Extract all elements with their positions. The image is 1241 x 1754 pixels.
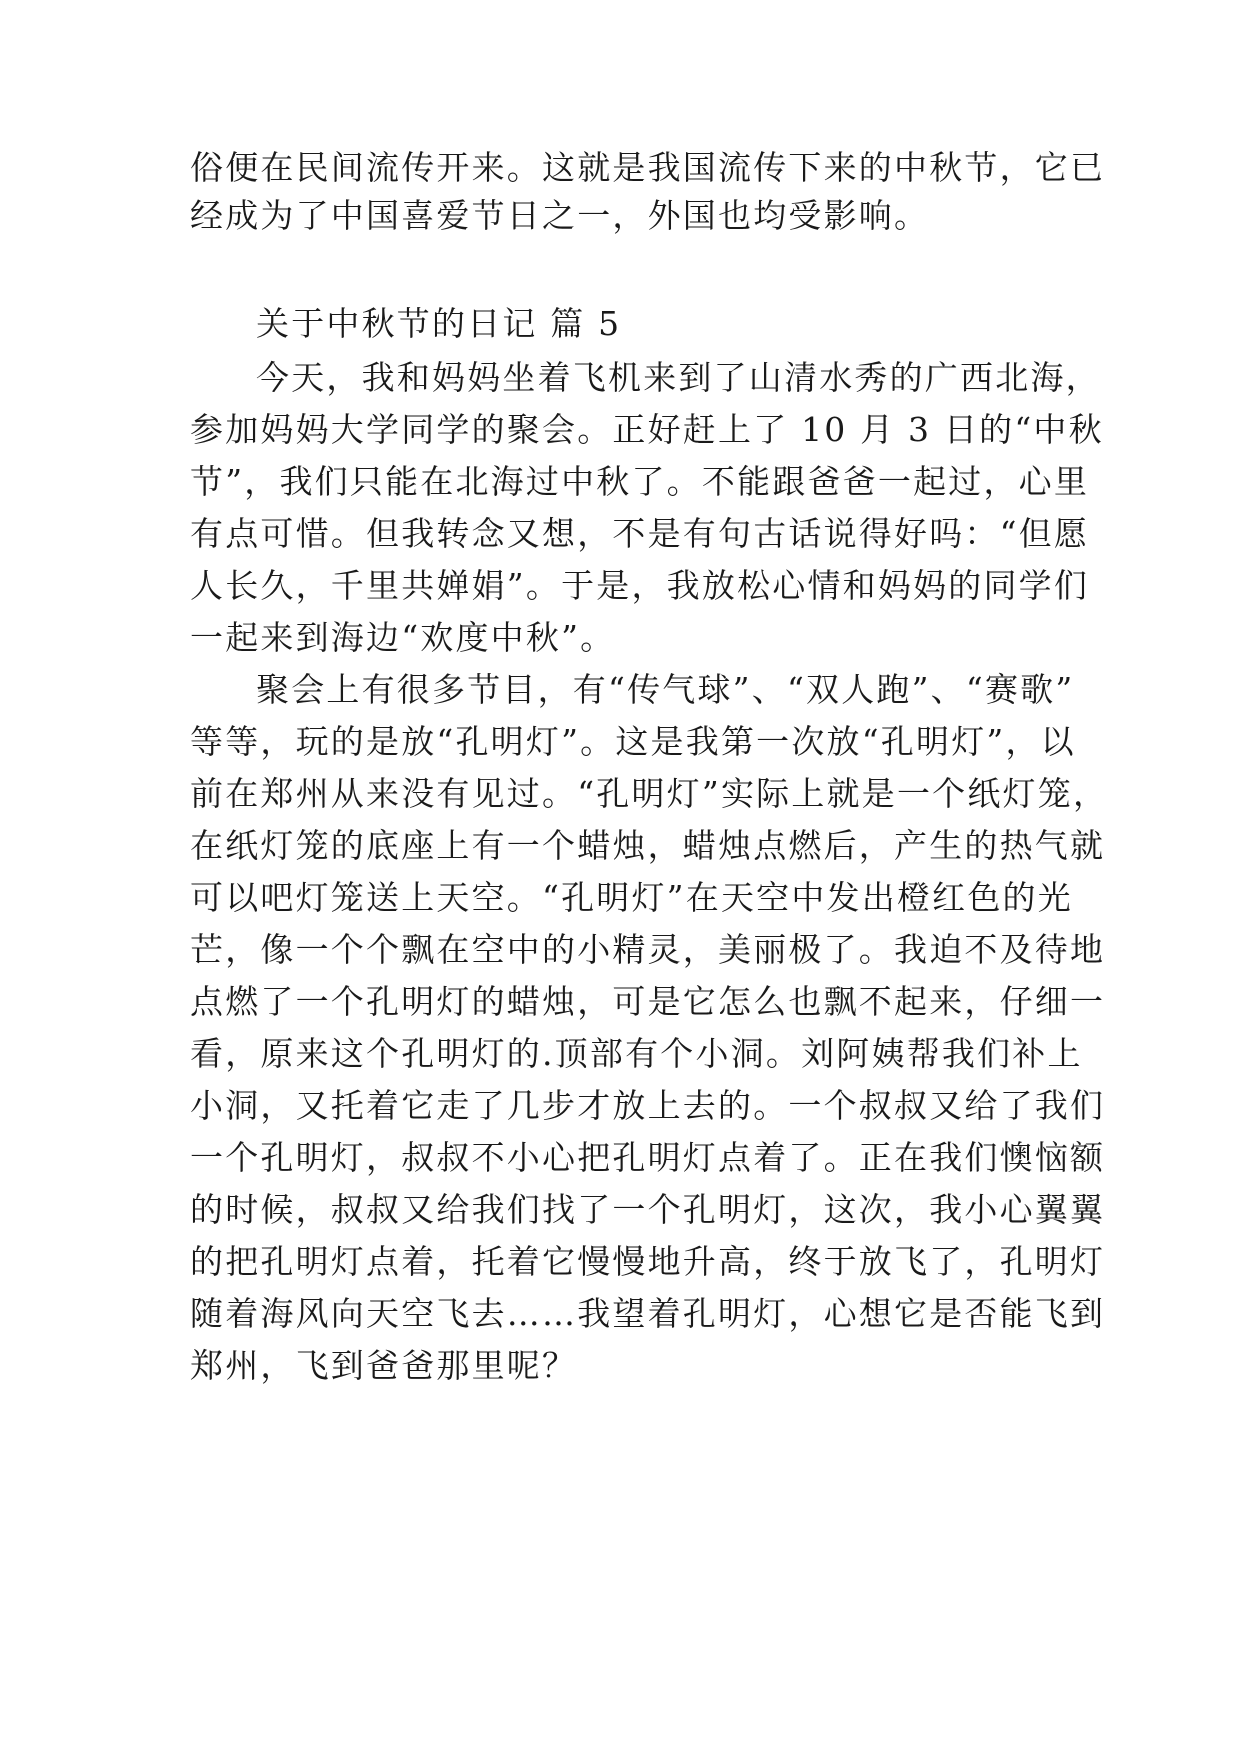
paragraph-1-line-5: 人长久，千里共婵娟”。于是，我放松心情和妈妈的同学们 (190, 566, 1090, 605)
paragraph-2-line-13: 随着海风向天空飞去……我望着孔明灯，心想它是否能飞到 (190, 1294, 1106, 1333)
paragraph-2-line-11: 的时候，叔叔又给我们找了一个孔明灯，这次，我小心翼翼 (190, 1190, 1106, 1229)
paragraph-1-line-3: 节”，我们只能在北海过中秋了。不能跟爸爸一起过，心里 (190, 462, 1090, 501)
paragraph-2-line-10: 一个孔明灯，叔叔不小心把孔明灯点着了。正在我们懊恼额 (190, 1138, 1106, 1177)
paragraph-1-line-4: 有点可惜。但我转念又想，不是有句古话说得好吗：“但愿 (190, 514, 1090, 553)
carryover-line-2: 经成为了中国喜爱节日之一，外国也均受影响。 (190, 196, 930, 235)
section-heading: 关于中秋节的日记 篇 5 (256, 304, 622, 343)
paragraph-2-line-1: 聚会上有很多节目，有“传气球”、“双人跑”、“赛歌” (256, 670, 1075, 709)
paragraph-2-line-5: 可以吧灯笼送上天空。“孔明灯”在天空中发出橙红色的光 (190, 878, 1073, 917)
paragraph-2-line-8: 看，原来这个孔明灯的.顶部有个小洞。刘阿姨帮我们补上 (190, 1034, 1083, 1073)
paragraph-2-line-14: 郑州，飞到爸爸那里呢？ (190, 1346, 578, 1385)
paragraph-2-line-6: 芒，像一个个飘在空中的小精灵，美丽极了。我迫不及待地 (190, 930, 1106, 969)
paragraph-2-line-9: 小洞，又托着它走了几步才放上去的。一个叔叔又给了我们 (190, 1086, 1106, 1125)
paragraph-2-line-3: 前在郑州从来没有见过。“孔明灯”实际上就是一个纸灯笼， (190, 774, 1109, 813)
document-page (190, 0, 1109, 1754)
paragraph-2-line-12: 的把孔明灯点着，托着它慢慢地升高，终于放飞了，孔明灯 (190, 1242, 1106, 1281)
paragraph-2-line-4: 在纸灯笼的底座上有一个蜡烛，蜡烛点燃后，产生的热气就 (190, 826, 1106, 865)
carryover-line-1: 俗便在民间流传开来。这就是我国流传下来的中秋节，它已 (190, 148, 1106, 187)
paragraph-2-line-2: 等等，玩的是放“孔明灯”。这是我第一次放“孔明灯”，以 (190, 722, 1076, 761)
paragraph-2-line-7: 点燃了一个孔明灯的蜡烛，可是它怎么也飘不起来，仔细一 (190, 982, 1106, 1021)
paragraph-1-line-6: 一起来到海边“欢度中秋”。 (190, 618, 616, 657)
paragraph-1-line-2: 参加妈妈大学同学的聚会。正好赶上了 10 月 3 日的“中秋 (190, 410, 1104, 449)
paragraph-1-line-1: 今天，我和妈妈坐着飞机来到了山清水秀的广西北海， (256, 358, 1101, 397)
